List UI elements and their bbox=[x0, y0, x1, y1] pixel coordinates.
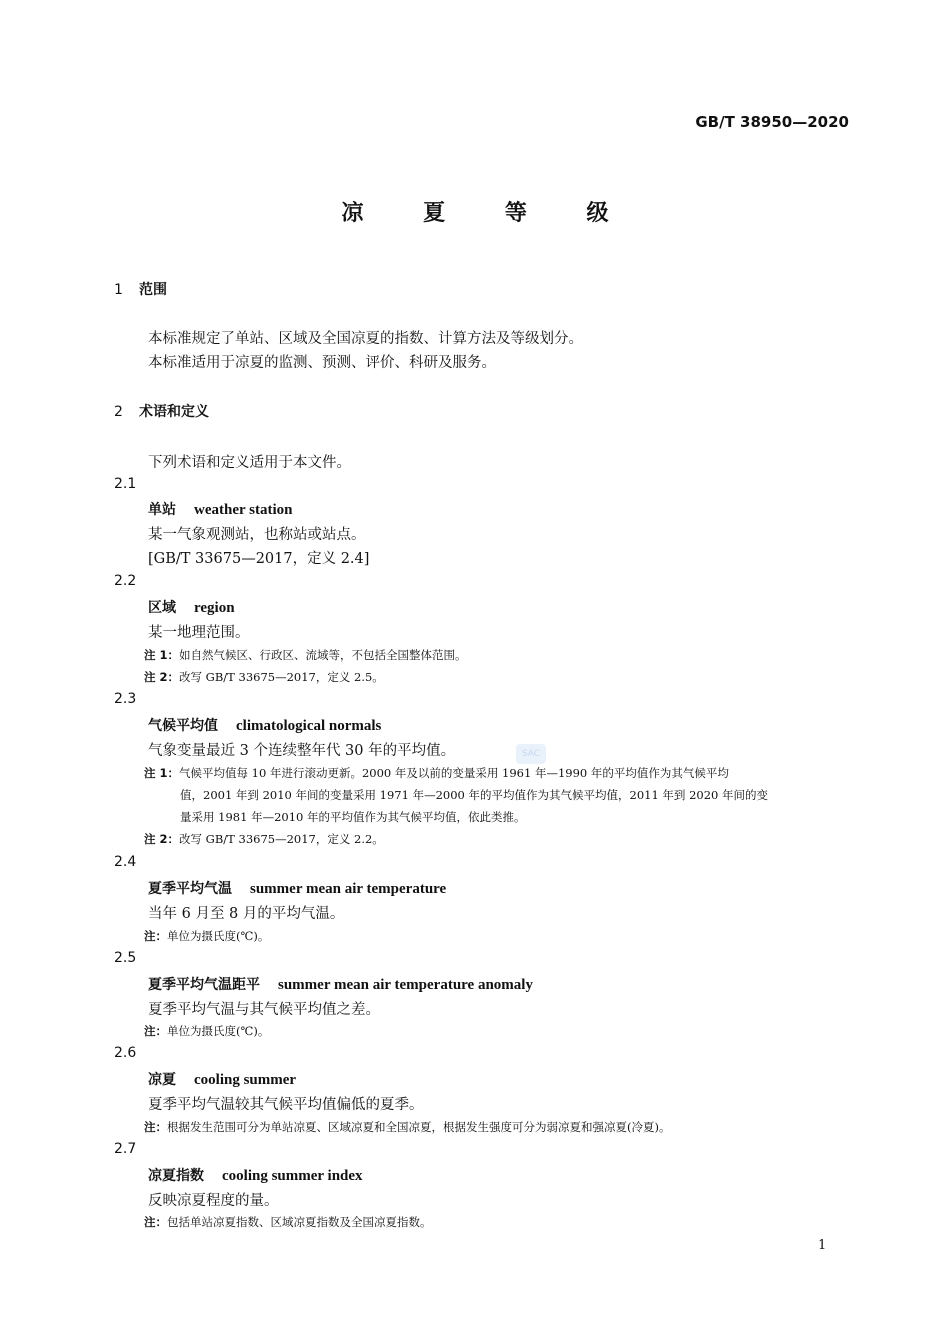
note: 注 2：改写 GB/T 33675—2017，定义 2.2。 bbox=[144, 832, 384, 846]
term-definition: 反映凉夏程度的量。 bbox=[148, 1193, 279, 1209]
term-number: 2.3 bbox=[114, 691, 137, 707]
page-number: 1 bbox=[818, 1238, 827, 1253]
term-number: 2.6 bbox=[114, 1045, 137, 1061]
term-heading: 气候平均值 climatological normals bbox=[148, 718, 382, 734]
note: 注 1：气候平均值每 10 年进行滚动更新。2000 年及以前的变量采用 1961 年—1990 年的平均值作为其气候平均 bbox=[144, 766, 729, 780]
term-heading: 夏季平均气温距平 summer mean air temperature anomaly bbox=[148, 977, 533, 993]
term-number: 2.5 bbox=[114, 950, 137, 966]
section-2-heading bbox=[114, 401, 209, 421]
section-title: 范围 bbox=[139, 282, 167, 298]
note-continuation: 量采用 1981 年—2010 年的平均值作为其气候平均值，依此类推。 bbox=[180, 810, 526, 824]
note: 注：单位为摄氏度(℃)。 bbox=[144, 929, 270, 943]
note: 注 1：如自然气候区、行政区、流域等，不包括全国整体范围。 bbox=[144, 648, 467, 662]
term-definition: 夏季平均气温与其气候平均值之差。 bbox=[148, 1002, 380, 1018]
note: 注 2：改写 GB/T 33675—2017，定义 2.5。 bbox=[144, 670, 384, 684]
section-number: 2 bbox=[114, 404, 123, 420]
paragraph: 下列术语和定义适用于本文件。 bbox=[148, 455, 351, 471]
term-definition: 夏季平均气温较其气候平均值偏低的夏季。 bbox=[148, 1097, 424, 1113]
term-source: [GB/T 33675—2017，定义 2.4] bbox=[148, 551, 370, 567]
standard-number: GB/T 38950—2020 bbox=[695, 113, 849, 131]
note: 注：单位为摄氏度(℃)。 bbox=[144, 1024, 270, 1038]
term-number: 2.4 bbox=[114, 854, 137, 870]
term-heading: 单站 weather station bbox=[148, 502, 293, 518]
term-heading: 凉夏指数 cooling summer index bbox=[148, 1168, 363, 1184]
note: 注：包括单站凉夏指数、区域凉夏指数及全国凉夏指数。 bbox=[144, 1215, 432, 1229]
term-definition: 当年 6 月至 8 月的平均气温。 bbox=[148, 906, 345, 922]
term-heading: 区域 region bbox=[148, 600, 235, 616]
watermark-stamp: SAC bbox=[516, 744, 546, 764]
section-number: 1 bbox=[114, 282, 123, 298]
paragraph: 本标准规定了单站、区域及全国凉夏的指数、计算方法及等级划分。 bbox=[148, 331, 583, 347]
note-continuation: 值，2001 年到 2010 年间的变量采用 1971 年—2000 年的平均值作为其气候平均值，2011 年到 2020 年间的变 bbox=[180, 788, 768, 802]
term-number: 2.2 bbox=[114, 573, 137, 589]
term-number: 2.1 bbox=[114, 476, 137, 492]
term-definition: 某一气象观测站，也称站或站点。 bbox=[148, 527, 366, 543]
paragraph: 本标准适用于凉夏的监测、预测、评价、科研及服务。 bbox=[148, 355, 496, 371]
term-definition: 某一地理范围。 bbox=[148, 625, 250, 641]
term-heading: 凉夏 cooling summer bbox=[148, 1072, 297, 1088]
note: 注：根据发生范围可分为单站凉夏、区域凉夏和全国凉夏，根据发生强度可分为弱凉夏和强凉夏(冷夏)。 bbox=[144, 1120, 671, 1134]
section-1-heading bbox=[114, 279, 167, 299]
term-definition: 气象变量最近 3 个连续整年代 30 年的平均值。 bbox=[148, 743, 456, 759]
document-title: 凉 夏 等 级 bbox=[341, 201, 635, 226]
term-number: 2.7 bbox=[114, 1141, 137, 1157]
section-title: 术语和定义 bbox=[139, 404, 209, 420]
term-heading: 夏季平均气温 summer mean air temperature bbox=[148, 881, 447, 897]
